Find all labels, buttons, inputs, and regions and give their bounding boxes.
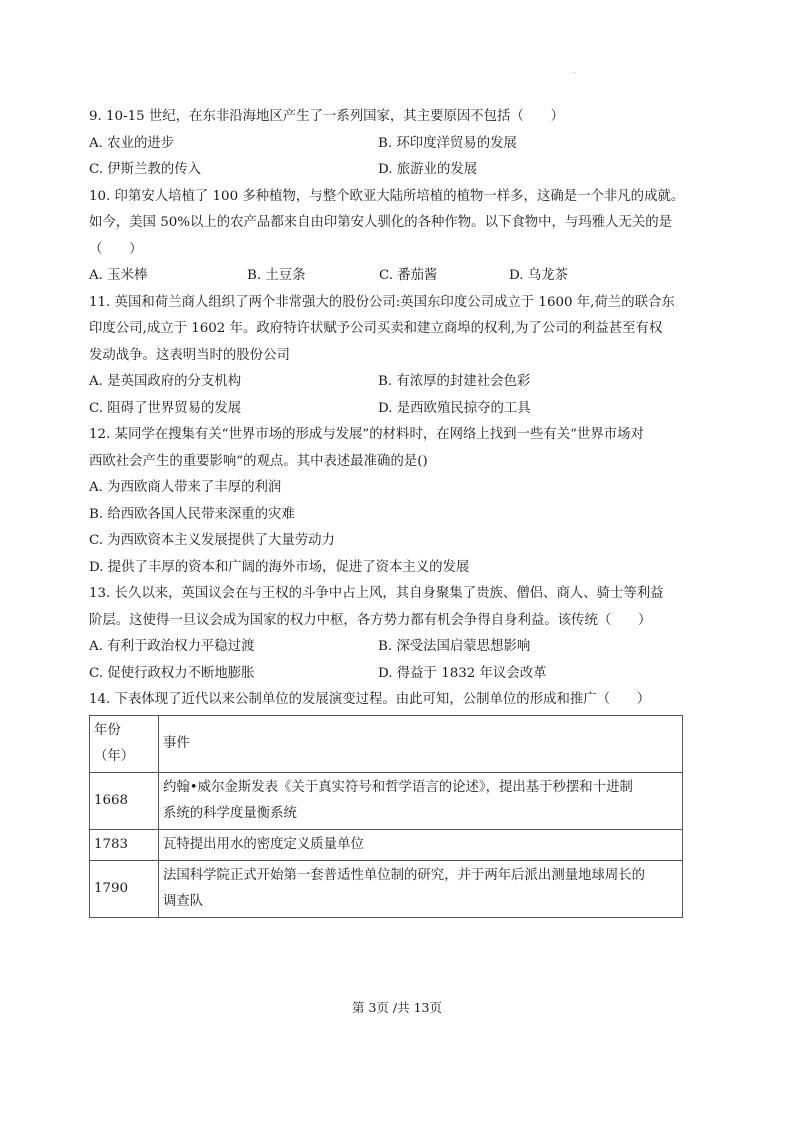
q9-option-c: C. 伊斯兰教的传入 bbox=[89, 162, 202, 177]
q12-line2: 西欧社会产生的重要影响”的观点。其中表述最准确的是() bbox=[89, 453, 428, 469]
header-event-cell: 事件 bbox=[159, 715, 683, 772]
q12-line1: 12. 某同学在搜集有关“世界市场的形成与发展”的材料时，在网络上找到一些有关“世界市场对 bbox=[89, 427, 644, 442]
q10-options bbox=[89, 263, 711, 290]
q13-options-row2 bbox=[89, 661, 711, 688]
row-year: 1783 bbox=[90, 829, 159, 860]
q12-option-d: D. 提供了丰厚的资本和广阔的海外市场，促进了资本主义的发展 bbox=[89, 559, 470, 575]
table-row bbox=[90, 829, 683, 860]
row-year: 1790 bbox=[90, 860, 159, 917]
q11-option-b: B. 有浓厚的封建社会色彩 bbox=[378, 374, 531, 389]
q10-option-d: D. 乌龙茶 bbox=[509, 268, 568, 283]
table-row bbox=[90, 860, 683, 917]
q12-option-a: A. 为西欧商人带来了丰厚的利润 bbox=[89, 480, 282, 495]
q12-option-c: C. 为西欧资本主义发展提供了大量劳动力 bbox=[89, 533, 335, 548]
row-event bbox=[159, 829, 683, 860]
q10-line3: （ ） bbox=[89, 241, 143, 257]
q9-stem: 9. 10-15 世纪，在东非沿海地区产生了一系列国家，其主要原因不包括（ ） bbox=[89, 109, 564, 124]
q10-option-b: B. 土豆条 bbox=[247, 268, 306, 283]
q11-options-row2 bbox=[89, 396, 711, 423]
page-number-footer: 第 3页 /共 13页 bbox=[352, 1000, 442, 1015]
q10-line1: 10. 印第安人培植了 100 多种植物，与整个欧亚大陆所培植的植物一样多，这确是一个非凡的成就。 bbox=[89, 188, 685, 204]
page-content bbox=[89, 104, 711, 918]
table-header-row bbox=[90, 715, 683, 772]
row-event-line1: 法国科学院正式开始第一套普适性单位制的研究，并于两年后派出测量地球周长的 bbox=[163, 867, 646, 883]
q11-line3: 发动战争。这表明当时的股份公司 bbox=[89, 347, 290, 363]
header-year-cell bbox=[90, 715, 159, 772]
q12-option-b: B. 给西欧各国人民带来深重的灾难 bbox=[89, 506, 295, 522]
metric-history-table bbox=[89, 715, 683, 918]
table-row bbox=[90, 772, 683, 829]
q13-option-c: C. 促使行政权力不断地膨胀 bbox=[89, 665, 255, 681]
scan-speck: . bbox=[573, 66, 576, 75]
q13-option-a: A. 有利于政治权力平稳过渡 bbox=[89, 639, 255, 654]
q13-line1: 13. 长久以来，英国议会在与王权的斗争中占上风，其自身聚集了贵族、僧侣、商人、骑士等利益 bbox=[89, 586, 664, 601]
q11-option-c: C. 阻碍了世界贸易的发展 bbox=[89, 400, 242, 416]
q13-option-d: D. 得益于 1832 年议会改革 bbox=[378, 665, 547, 681]
row-event-line2: 系统的科学度量衡系统 bbox=[163, 805, 297, 821]
q11-line1: 11. 英国和荷兰商人组织了两个非常强大的股份公司:英国东印度公司成立于 1600 年,荷兰的联合东 bbox=[89, 294, 675, 310]
header-year-label: 年份 bbox=[94, 722, 121, 738]
row-event-line1: 约翰•威尔金斯发表《关于真实符号和哲学语言的论述》，提出基于秒摆和十进制 bbox=[163, 779, 633, 795]
q9-options-row1 bbox=[89, 131, 711, 158]
q11-line2: 印度公司,成立于 1602 年。政府特许状赋予公司买卖和建立商埠的权利,为了公司的利益甚至有权 bbox=[89, 321, 663, 336]
q9-option-b: B. 环印度洋贸易的发展 bbox=[378, 135, 517, 151]
q9-option-a: A. 农业的进步 bbox=[89, 135, 175, 151]
q13-option-b: B. 深受法国启蒙思想影响 bbox=[378, 639, 531, 654]
q9-option-d: D. 旅游业的发展 bbox=[378, 162, 478, 177]
q13-options-row1 bbox=[89, 634, 711, 661]
row-event-line2: 调查队 bbox=[163, 893, 204, 909]
row-year: 1668 bbox=[90, 772, 159, 829]
header-year-unit: （年） bbox=[94, 748, 135, 764]
q13-line2: 阶层。这使得一旦议会成为国家的权力中枢，各方势力都有机会争得自身利益。该传统（ ） bbox=[89, 612, 652, 628]
q9-options-row2 bbox=[89, 157, 711, 184]
row-event bbox=[159, 772, 683, 829]
q10-option-c: C. 番茄酱 bbox=[379, 268, 438, 283]
q14-stem: 14. 下表体现了近代以来公制单位的发展演变过程。由此可知，公制单位的形成和推广（ ） bbox=[89, 692, 651, 707]
q11-option-d: D. 是西欧殖民掠夺的工具 bbox=[378, 400, 531, 416]
q11-option-a: A. 是英国政府的分支机构 bbox=[89, 374, 242, 389]
q11-options-row1 bbox=[89, 369, 711, 396]
q10-line2: 如今，美国 50%以上的农产品都来自由印第安人驯化的各种作物。以下食物中，与玛雅人无关的是 bbox=[89, 215, 673, 230]
row-event-line1: 瓦特提出用水的密度定义质量单位 bbox=[163, 836, 364, 852]
row-event bbox=[159, 860, 683, 917]
q10-option-a: A. 玉米棒 bbox=[89, 268, 148, 283]
